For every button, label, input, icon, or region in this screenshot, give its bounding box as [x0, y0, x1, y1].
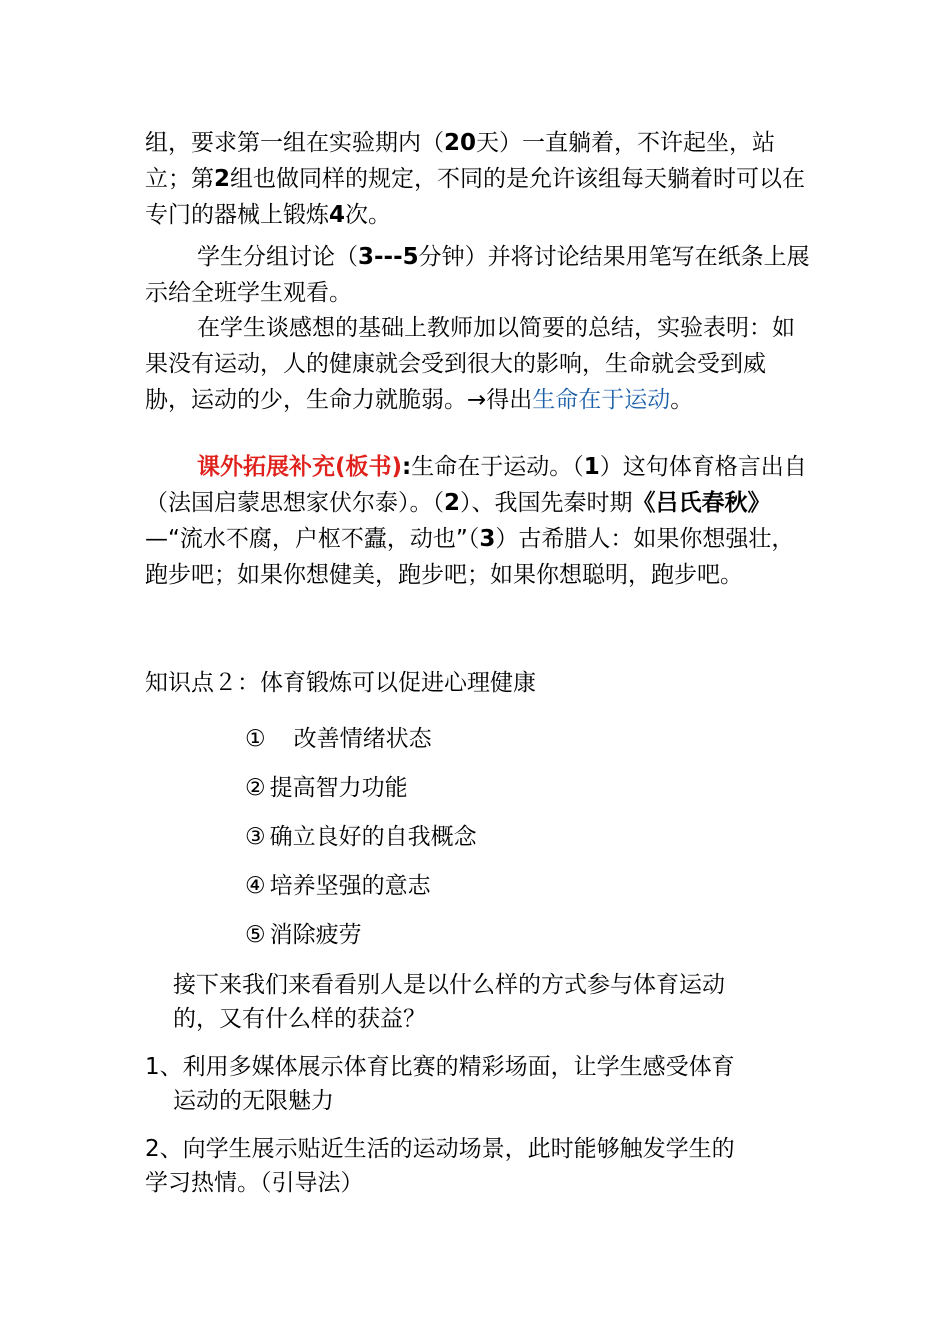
knowledge-item	[245, 721, 432, 757]
experiment-paragraph	[145, 125, 810, 233]
text-run: 生命在于运动。（	[411, 454, 584, 480]
text-run: 组，要求第一组在实验期内（	[145, 130, 444, 156]
text-run: ）、我国先秦时期	[460, 490, 633, 516]
number-run: 4	[329, 202, 346, 228]
text-run: 。	[670, 387, 694, 413]
arrow-text: →得出	[467, 387, 533, 413]
discussion-paragraph	[145, 239, 810, 311]
extension-label: 课外拓展补充(板书)	[197, 454, 403, 480]
highlighted-conclusion: 生命在于运动	[532, 387, 671, 413]
item-text: 培养坚强的意志	[269, 873, 431, 899]
item-number: ④	[245, 873, 266, 899]
number-run: 2	[214, 166, 231, 192]
knowledge-item	[245, 868, 431, 904]
text-run: ）这句体育格言出自（法国启蒙思想家伏尔泰）。（	[145, 454, 807, 516]
text-run: 学生分组讨论（	[197, 244, 358, 270]
step-1-line-2: 运动的无限魅力	[173, 1088, 334, 1114]
item-text: 确立良好的自我概念	[269, 824, 477, 850]
number-run: 2	[444, 490, 461, 516]
number-run: 1	[583, 454, 600, 480]
item-text: 提高智力功能	[269, 775, 408, 801]
colon-text: :	[402, 454, 412, 480]
step-2-line-1: 2、向学生展示贴近生活的运动场景，此时能够触发学生的	[145, 1136, 735, 1162]
text-run: 组也做同样的规定，不同的是允许该组每天躺着时可以在专门的器械上锻炼	[145, 166, 806, 228]
text-run: 在学生谈感想的基础上教师加以简要的总结，实验表明：如果没有运动，人的健康就会受到很大的影响，生命就会受到威胁，运动的少，生命力就脆弱。	[145, 315, 795, 413]
knowledge-heading: 知识点２：体育锻炼可以促进心理健康	[145, 670, 536, 696]
step-2-line-2: 学习热情。（引导法）	[145, 1170, 364, 1196]
item-number: ③	[245, 824, 266, 850]
item-text: 改善情绪状态	[293, 726, 432, 752]
next-paragraph-line-1: 接下来我们来看看别人是以什么样的方式参与体育运动	[173, 972, 725, 998]
knowledge-item	[245, 819, 477, 855]
next-paragraph-line-2: 的，又有什么样的获益？	[173, 1006, 426, 1032]
number-run: 3	[479, 526, 496, 552]
knowledge-item	[245, 917, 362, 953]
step-1-line-1: 1、利用多媒体展示体育比赛的精彩场面，让学生感受体育	[145, 1054, 735, 1080]
number-run: 20	[444, 130, 477, 156]
text-run: 分钟）并将讨论结果用笔写在纸条上展示给全班学生观看。	[145, 244, 810, 306]
item-number: ①	[245, 726, 266, 752]
summary-paragraph	[145, 310, 810, 418]
text-run: —“流水不腐，户枢不蠹，动也”（	[145, 526, 480, 552]
book-title: 《吕氏春秋》	[632, 490, 771, 516]
extension-paragraph	[145, 449, 810, 593]
item-number: ②	[245, 775, 266, 801]
item-number: ⑤	[245, 922, 266, 948]
item-text: 消除疲劳	[269, 922, 362, 948]
knowledge-item	[245, 770, 408, 806]
number-run: 3---5	[358, 244, 419, 270]
text-run: 天）一直躺着，不许起坐，站立；第	[145, 130, 776, 192]
text-run: ）古希腊人：如果你想强壮，跑步吧；如果你想健美，跑步吧；如果你想聪明，跑步吧。	[145, 526, 795, 588]
text-run: 次。	[345, 202, 392, 228]
